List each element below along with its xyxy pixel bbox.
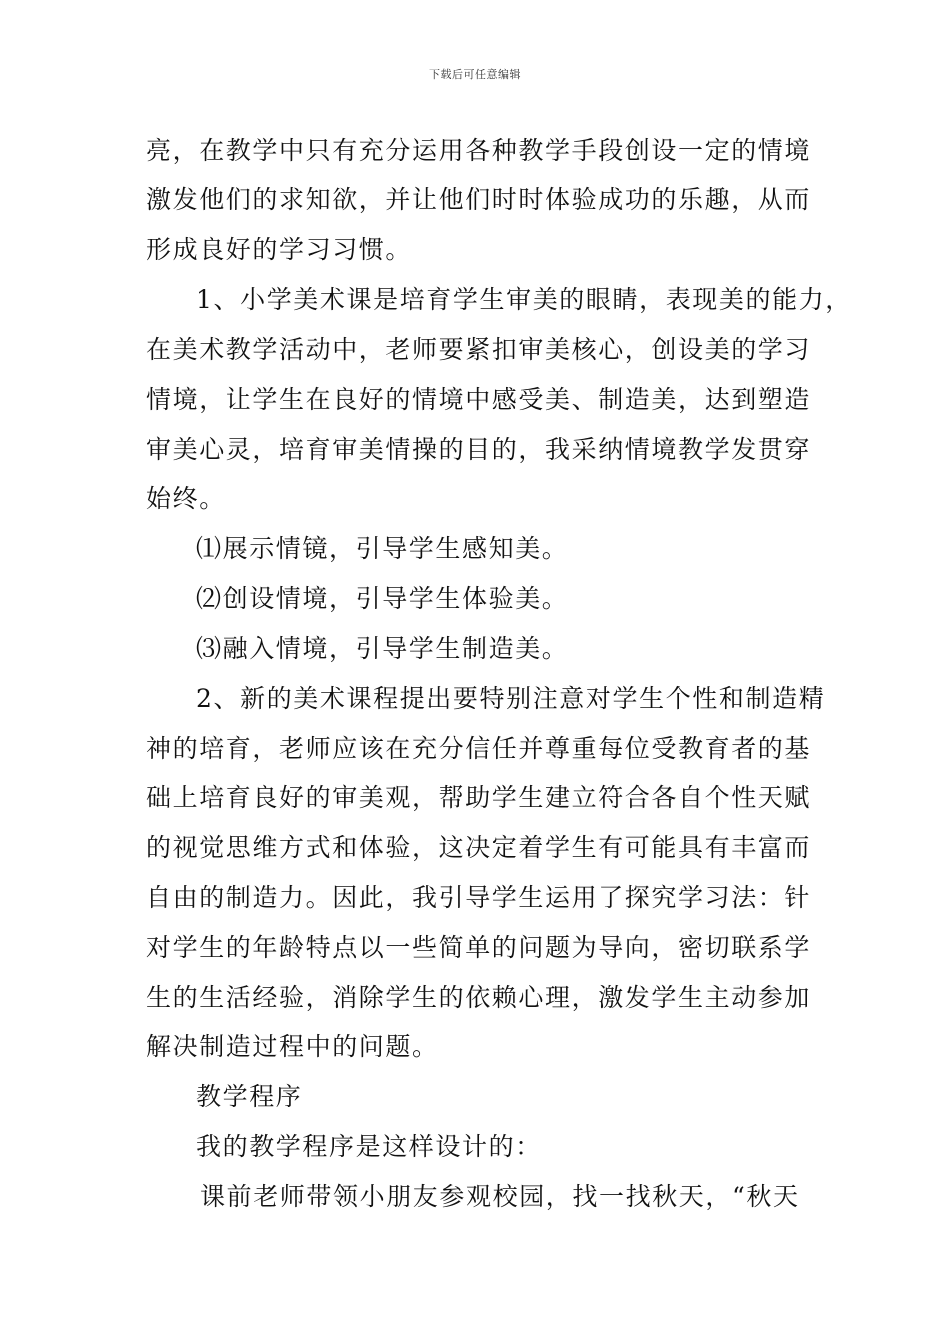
text-line: 对学生的年龄特点以一些简单的问题为导向，密切联系学 <box>146 933 812 962</box>
text-line: 自由的制造力。因此，我引导学生运用了探究学习法：针 <box>146 883 812 912</box>
text-line: 我的教学程序是这样设计的： <box>196 1132 542 1161</box>
text-line: ⑴展示情镜，引导学生感知美。 <box>196 534 569 563</box>
text-line: ⑶融入情境，引导学生制造美。 <box>196 634 569 663</box>
text-line: 审美心灵，培育审美情操的目的，我采纳情境教学发贯穿 <box>146 435 812 464</box>
text-line: 生的生活经验，消除学生的依赖心理，激发学生主动参加 <box>146 983 812 1012</box>
text-line: 教学程序 <box>196 1082 303 1111</box>
text-line: 形成良好的学习习惯。 <box>146 235 413 264</box>
text-line: 激发他们的求知欲，并让他们时时体验成功的乐趣，从而 <box>146 185 812 214</box>
text-line: 课前老师带领小朋友参观校园，找一找秋天，“秋天 <box>200 1182 800 1211</box>
text-line: 神的培育，老师应该在充分信任并尊重每位受教育者的基 <box>146 734 812 763</box>
text-line: ⑵创设情境，引导学生体验美。 <box>196 584 569 613</box>
text-line: 的视觉思维方式和体验，这决定着学生有可能具有丰富而 <box>146 833 812 862</box>
text-line: 础上培育良好的审美观，帮助学生建立符合各自个性天赋 <box>146 783 812 812</box>
text-line: 亮，在教学中只有充分运用各种教学手段创设一定的情境 <box>146 136 812 165</box>
text-line: 解决制造过程中的问题。 <box>146 1032 439 1061</box>
text-line: 2、新的美术课程提出要特别注意对学生个性和制造精 <box>196 684 826 713</box>
text-line: 在美术教学活动中，老师要紧扣审美核心，创设美的学习 <box>146 335 812 364</box>
page-header: 下载后可任意编辑 <box>429 68 521 81</box>
text-line: 始终。 <box>146 484 226 513</box>
text-line: 1、小学美术课是培育学生审美的眼睛，表现美的能力， <box>196 285 852 314</box>
text-line: 情境，让学生在良好的情境中感受美、制造美，达到塑造 <box>146 385 812 414</box>
